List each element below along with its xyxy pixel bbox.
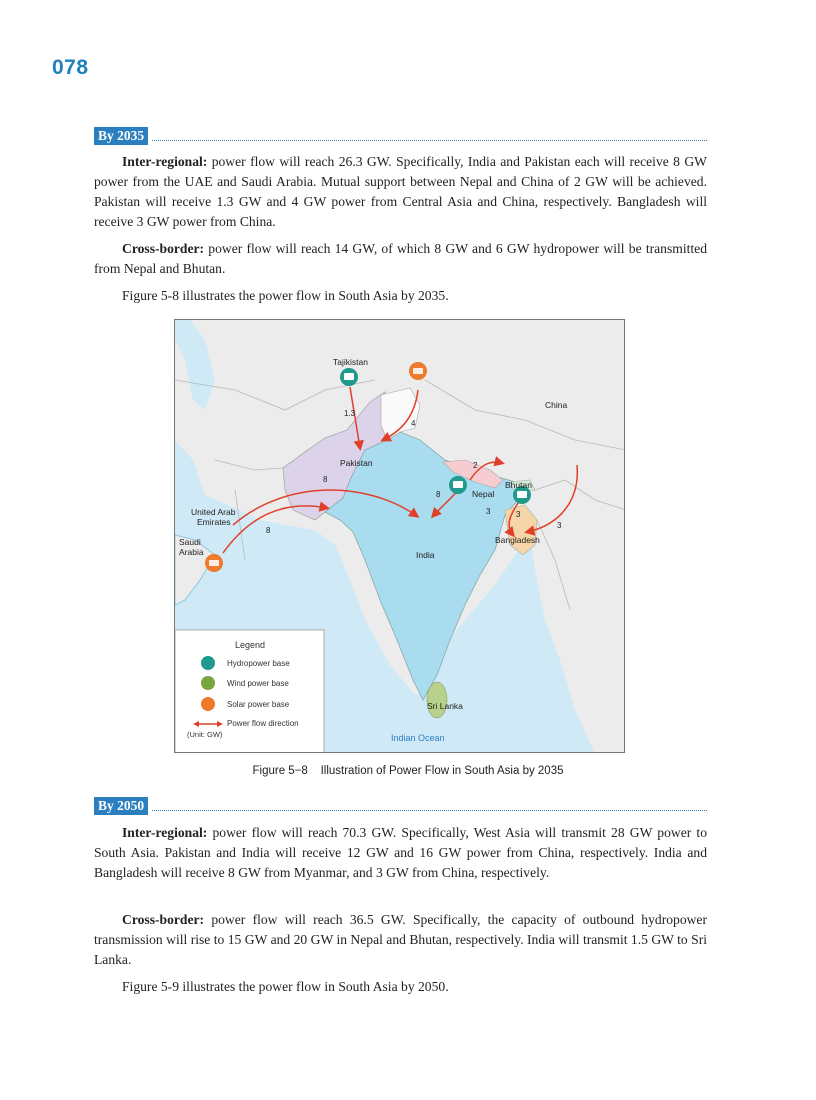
flow-value-bhutan: 3: [486, 507, 491, 516]
legend-solar-icon: [201, 697, 215, 711]
paragraph-text: power flow will reach 14 GW, of which 8 GW and 6 GW hydropower will be transmitted from Nepal and Bhutan.: [94, 241, 707, 276]
section-tag: By 2035: [94, 127, 148, 145]
label-pakistan: Pakistan: [340, 458, 373, 468]
legend-unit: (Unit: GW): [187, 730, 223, 739]
label-nepal: Nepal: [472, 489, 495, 499]
legend-hydro-label: Hydropower base: [227, 659, 290, 668]
label-india: India: [416, 550, 435, 560]
solar-power-base-icon: [205, 554, 223, 572]
paragraph-text: power flow will reach 36.5 GW. Specifically, the capacity of outbound hydropower transmission will rise to 15 GW and 20 GW in Nepal and Bhutan, respectively. India will transmit 1.5 GW to Sri Lanka.: [94, 912, 707, 967]
label-sri-lanka: Sri Lanka: [427, 701, 463, 711]
figure-caption: Figure 5−8 Illustration of Power Flow in South Asia by 2035: [252, 765, 564, 777]
flow-value-tajik: 1.3: [344, 409, 356, 418]
page-number: 078: [52, 56, 89, 79]
label-uae-line2: Emirates: [197, 517, 231, 527]
hydropower-base-icon: [449, 476, 467, 494]
label-tajikistan: Tajikistan: [333, 357, 368, 367]
hydropower-base-icon: [340, 368, 358, 386]
paragraph-text: power flow will reach 26.3 GW. Specifically, India and Pakistan each will receive 8 GW power from the UAE and Saudi Arabia. Mutual support between Nepal and China of 2 GW will be achieved. Pakistan will receive 1.3 GW and 4 GW power from Central Asia and China, respectively. Bangladesh will receive 3 GW power from China.: [94, 154, 707, 229]
lead-term: Inter-regional:: [122, 825, 208, 840]
legend-solar-label: Solar power base: [227, 700, 290, 709]
paragraph-inter-regional-2035: [94, 152, 707, 232]
label-saudi-line2: Arabia: [179, 547, 204, 557]
map-svg: [175, 320, 625, 753]
lead-term: Cross-border:: [122, 912, 205, 927]
label-indian-ocean: Indian Ocean: [391, 733, 445, 743]
paragraph-text: power flow will reach 70.3 GW. Specifically, West Asia will transmit 28 GW power to South Asia. Pakistan and India will receive 12 GW and 16 GW power from China, respectively. India and Bangladesh will receive 8 GW from Myanmar, and 3 GW from China, respectively.: [94, 825, 707, 880]
paragraph-inter-regional-2050: [94, 823, 707, 883]
flow-value-bhutan-down: 3: [516, 510, 521, 519]
legend-hydro-icon: [201, 656, 215, 670]
flow-value-nepal: 8: [436, 490, 441, 499]
legend-flow-label: Power flow direction: [227, 719, 299, 728]
sri-lanka-region: [427, 682, 447, 718]
section-tag: By 2050: [94, 797, 148, 815]
solar-power-base-icon: [409, 362, 427, 380]
label-bangladesh: Bangladesh: [495, 535, 540, 545]
section-heading-2035: [94, 127, 707, 145]
legend-title: Legend: [235, 640, 266, 650]
map-legend: [175, 630, 324, 753]
flow-value-china-nepal: 2: [473, 461, 478, 470]
lead-term: Inter-regional:: [122, 154, 208, 169]
flow-value-china-bangladesh: 3: [557, 521, 562, 530]
label-bhutan: Bhutan: [505, 480, 532, 490]
flow-value-saudi: 8: [266, 526, 271, 535]
lead-term: Cross-border:: [122, 241, 205, 256]
dotted-rule: [152, 810, 707, 811]
south-asia-power-flow-map: [174, 319, 625, 753]
paragraph-cross-border-2050: [94, 910, 707, 970]
paragraph-figure-ref-2050: Figure 5-9 illustrates the power flow in South Asia by 2050.: [122, 979, 449, 994]
label-uae-line1: United Arab: [191, 507, 236, 517]
label-saudi-line1: Saudi: [179, 537, 201, 547]
legend-wind-label: Wind power base: [227, 679, 289, 688]
flow-value-china-pak: 4: [411, 419, 416, 428]
label-china: China: [545, 400, 568, 410]
paragraph-cross-border-2035: [94, 239, 707, 279]
dotted-rule: [152, 140, 707, 141]
flow-value-uae: 8: [323, 475, 328, 484]
paragraph-figure-ref-2035: Figure 5-8 illustrates the power flow in South Asia by 2035.: [122, 288, 449, 303]
section-heading-2050: [94, 797, 707, 815]
legend-wind-icon: [201, 676, 215, 690]
